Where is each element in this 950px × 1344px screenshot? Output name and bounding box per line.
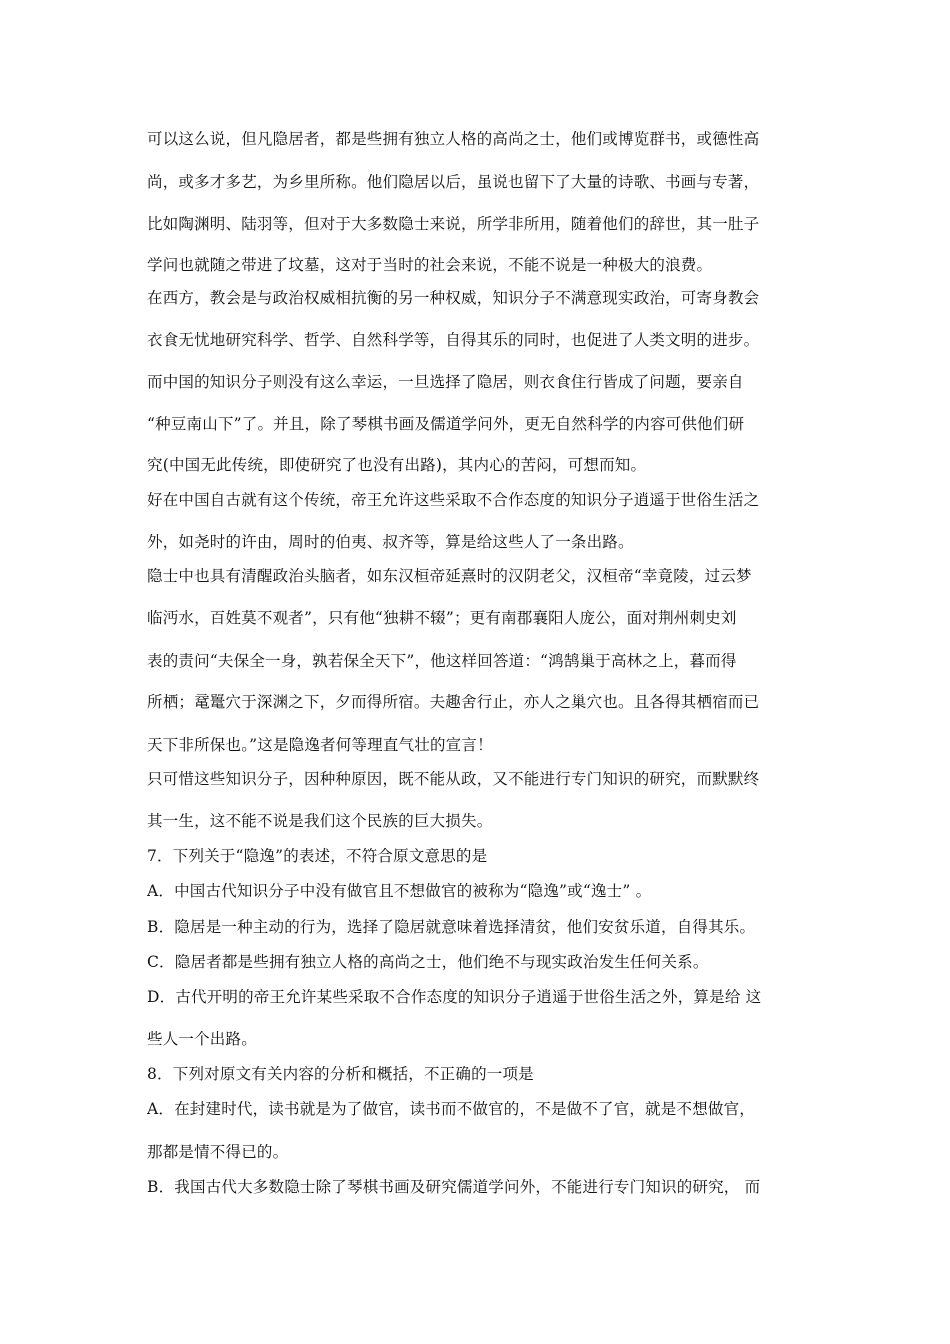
text-line: 而中国的知识分子则没有这么幸运，一旦选择了隐居，则衣食住行皆成了问题，要亲自 xyxy=(147,373,744,391)
text-line: 在西方，教会是与政治权威相抗衡的另一种权威，知识分子不满意现实政治，可寄身教会 xyxy=(147,289,760,307)
option-a-cont: 那都是情不得已的。 xyxy=(147,1143,289,1161)
text-line: 其一生，这不能不说是我们这个民族的巨大损失。 xyxy=(147,812,493,830)
text-line: 临沔水，百姓莫不观者”，只有他“独耕不辍”；更有南郡襄阳人庞公，面对荆州刺史刘 xyxy=(147,609,737,627)
option-c: C．隐居者都是些拥有独立人格的高尚之士，他们绝不与现实政治发生任何关系。 xyxy=(147,953,709,971)
text-line: 外，如尧时的许由，周时的伯夷、叔齐等，算是给这些人了一条出路。 xyxy=(147,533,634,551)
text-line: 表的责问“夫保全一身，孰若保全天下”，他这样回答道：“鸿鹄巢于高林之上，暮而得 xyxy=(147,652,737,670)
text-line: 衣食无忧地研究科学、哲学、自然科学等，自得其乐的同时，也促进了人类文明的进步。 xyxy=(147,331,760,349)
question-7: 7．下列关于“隐逸”的表述，不符合原文意思的是 xyxy=(147,847,488,865)
text-line: 学问也就随之带进了坟墓，这对于当时的社会来说，不能不说是一种极大的浪费。 xyxy=(147,256,713,274)
option-a: A．在封建时代，读书就是为了做官，读书而不做官的，不是做不了官，就是不想做官， xyxy=(147,1100,755,1118)
option-b: B．我国古代大多数隐士除了琴棋书画及研究儒道学问外，不能进行专门知识的研究， 而 xyxy=(147,1178,761,1196)
option-d: D．古代开明的帝王允许某些采取不合作态度的知识分子逍遥于世俗生活之外，算是给 这 xyxy=(147,988,762,1006)
text-line: 比如陶渊明、陆羽等，但对于大多数隐士来说，所学非所用，随着他们的辞世，其一肚子 xyxy=(147,215,760,233)
option-a: A．中国古代知识分子中没有做官且不想做官的被称为“隐逸”或“逸士” 。 xyxy=(147,882,652,900)
text-line: 尚，或多才多艺，为乡里所称。他们隐居以后，虽说也留下了大量的诗歌、书画与专著， xyxy=(147,173,760,191)
text-line: 只可惜这些知识分子，因种种原因，既不能从政，又不能进行专门知识的研究，而默默终 xyxy=(147,770,760,788)
text-line: “种豆南山下”了。并且，除了琴棋书画及儒道学问外，更无自然科学的内容可供他们研 xyxy=(147,415,745,433)
text-line: 所栖；鼋鼍穴于深渊之下，夕而得所宿。夫趣舍行止，亦人之巢穴也。且各得其栖宿而已 xyxy=(147,693,760,711)
text-line: 好在中国自古就有这个传统，帝王允许这些采取不合作态度的知识分子逍遥于世俗生活之 xyxy=(147,491,760,509)
option-d-cont: 些人一个出路。 xyxy=(147,1030,257,1048)
text-line: 究(中国无此传统，即使研究了也没有出路)，其内心的苦闷，可想而知。 xyxy=(147,456,647,474)
text-line: 天下非所保也。”这是隐逸者何等理直气壮的宣言！ xyxy=(147,736,493,754)
text-line: 隐士中也具有清醒政治头脑者，如东汉桓帝延熹时的汉阴老父，汉桓帝“幸竟陵，过云梦 xyxy=(147,567,752,585)
question-8: 8．下列对原文有关内容的分析和概括，不正确的一项是 xyxy=(147,1065,534,1083)
text-line: 可以这么说，但凡隐居者，都是些拥有独立人格的高尚之士，他们或博览群书，或德性高 xyxy=(147,130,760,148)
option-b: B．隐居是一种主动的行为，选择了隐居就意味着选择清贫，他们安贫乐道，自得其乐。 xyxy=(147,918,756,936)
